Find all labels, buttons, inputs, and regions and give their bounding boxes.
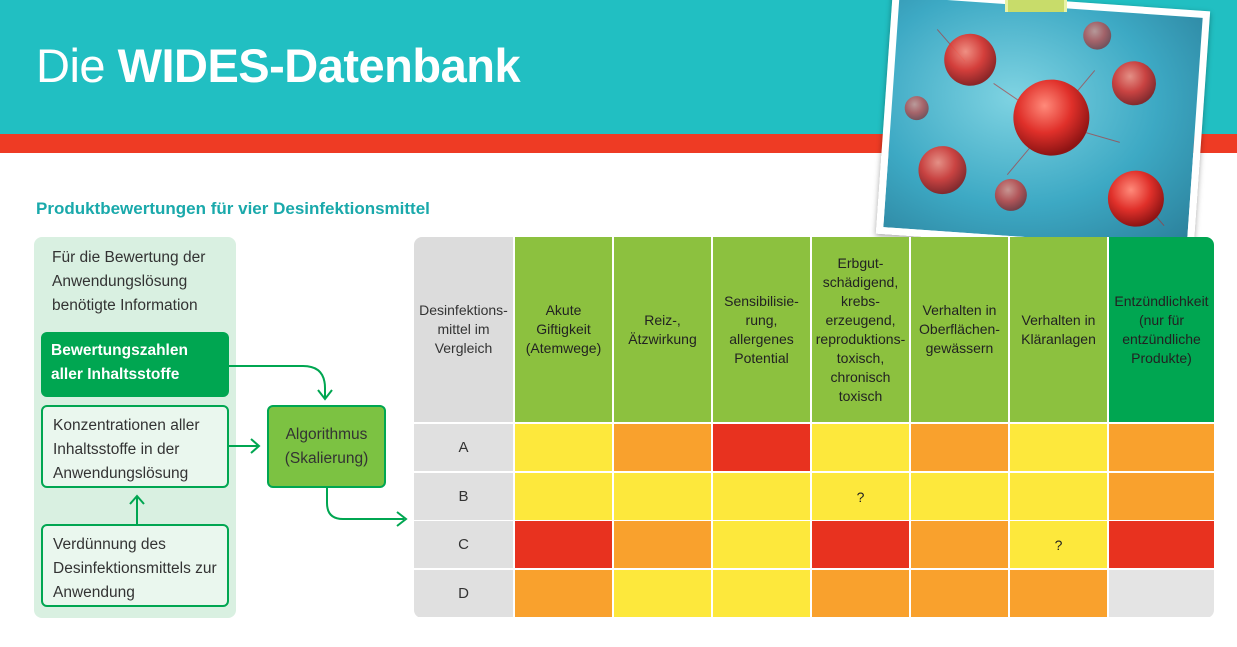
row-label: B	[414, 473, 513, 520]
section-subtitle: Produktbewertungen für vier Desinfektionsmittel	[36, 199, 430, 218]
algorithm-box: Algorithmus (Skalierung)	[267, 405, 386, 488]
dilution-box: Verdünnung des Desinfektionsmittels zur Anwendung	[41, 524, 229, 607]
rating-cell: ?	[812, 473, 909, 520]
page-title-main: WIDES-Datenbank	[117, 39, 521, 92]
rating-cell	[1010, 424, 1107, 471]
rating-cell	[713, 521, 810, 568]
rating-cell	[515, 570, 612, 617]
arrow-scores-to-algorithm	[229, 366, 325, 398]
row-label: C	[414, 521, 513, 568]
rating-cell: ?	[1010, 521, 1107, 568]
rating-cell	[911, 424, 1008, 471]
rating-cell	[812, 424, 909, 471]
header-sewage-plant: Verhalten in Kläranlagen	[1010, 237, 1107, 422]
rating-cell	[1109, 424, 1214, 471]
arrow-algorithm-to-table	[327, 488, 404, 519]
rating-cell	[614, 521, 711, 568]
header-genotoxic: Erbgut-schädigend, krebs-erzeugend, reproduktions-toxisch, chronisch toxisch	[812, 237, 909, 422]
scores-box: Bewertungszahlen aller Inhaltsstoffe	[41, 332, 229, 397]
concentrations-box: Konzentrationen aller Inhaltsstoffe in der Anwendungslösung	[41, 405, 229, 488]
rating-cell	[713, 570, 810, 617]
arrow-concentrations-head	[251, 439, 259, 453]
rating-cell	[1109, 473, 1214, 520]
rating-cell	[515, 473, 612, 520]
virus-illustration	[883, 0, 1202, 248]
rating-cell	[614, 473, 711, 520]
rating-cell	[614, 570, 711, 617]
rating-cell	[911, 521, 1008, 568]
rating-cell	[1010, 570, 1107, 617]
rating-table	[414, 237, 1214, 618]
header-disinfectant: Desinfektions-mittel im Vergleich	[414, 237, 513, 422]
page-title-prefix: Die	[36, 39, 106, 92]
header-sensitization: Sensibilisie-rung, allergenes Potential	[713, 237, 810, 422]
rating-cell	[1010, 473, 1107, 520]
rating-cell	[911, 473, 1008, 520]
rating-cell	[713, 473, 810, 520]
panel-intro-text: Für die Bewertung der Anwendungslösung benötigte Information	[52, 249, 206, 314]
page-title	[36, 38, 520, 93]
arrow-algorithm-head	[397, 512, 406, 526]
row-label: D	[414, 570, 513, 617]
row-label: A	[414, 424, 513, 471]
rating-cell	[1109, 521, 1214, 568]
virus-photo	[876, 0, 1210, 256]
header-acute-toxicity: Akute Giftigkeit (Atemwege)	[515, 237, 612, 422]
rating-cell	[614, 424, 711, 471]
header-surface-water: Verhalten in Oberflächen-gewässern	[911, 237, 1008, 422]
rating-cell	[515, 521, 612, 568]
rating-cell	[713, 424, 810, 471]
arrow-scores-head	[318, 390, 332, 399]
header-flammability: Entzündlichkeit (nur für entzündliche Produkte)	[1109, 237, 1214, 422]
header-irritation: Reiz-, Ätzwirkung	[614, 237, 711, 422]
rating-cell	[812, 570, 909, 617]
rating-cell	[515, 424, 612, 471]
rating-cell	[1109, 570, 1214, 617]
tape-strip	[1005, 0, 1067, 12]
rating-cell	[812, 521, 909, 568]
rating-cell	[911, 570, 1008, 617]
